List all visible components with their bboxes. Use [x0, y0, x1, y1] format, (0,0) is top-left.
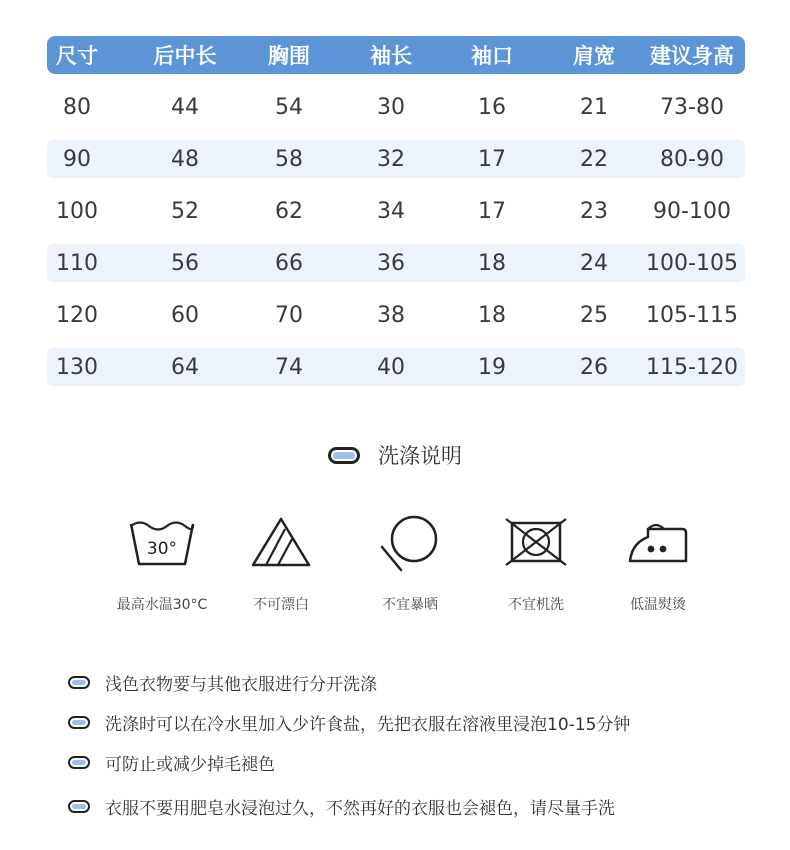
table-cell: 17 [478, 198, 506, 224]
no-sun-dry-icon [378, 511, 442, 573]
table-cell: 22 [580, 146, 608, 172]
header-shoulder: 肩宽 [573, 44, 615, 68]
wash-title-text: 洗涤说明 [378, 444, 462, 468]
header-chest: 胸围 [268, 44, 310, 68]
table-row [47, 192, 745, 230]
header-sleeve-length: 袖长 [370, 44, 412, 68]
table-cell: 62 [275, 198, 303, 224]
table-cell: 17 [478, 146, 506, 172]
header-cuff: 袖口 [471, 44, 513, 68]
table-cell: 21 [580, 94, 608, 120]
table-cell: 80-90 [660, 146, 724, 172]
pill-icon [68, 676, 90, 689]
no-bleach-icon [250, 515, 312, 569]
table-row [47, 296, 745, 334]
table-cell: 105-115 [646, 302, 738, 328]
pill-icon [68, 716, 90, 729]
care-item-no-bleach [216, 510, 346, 614]
table-row [47, 88, 745, 126]
list-item [68, 662, 768, 702]
header-back-length: 后中长 [153, 44, 217, 68]
table-cell: 26 [580, 354, 608, 380]
table-cell: 60 [171, 302, 199, 328]
table-cell: 18 [478, 302, 506, 328]
care-item-low-iron [593, 510, 723, 614]
table-cell: 64 [171, 354, 199, 380]
care-label: 低温熨烫 [630, 597, 686, 613]
table-cell: 25 [580, 302, 608, 328]
care-label: 不可漂白 [253, 597, 309, 613]
table-cell: 34 [377, 198, 405, 224]
table-cell: 30 [377, 94, 405, 120]
header-size: 尺寸 [56, 44, 98, 68]
table-cell: 32 [377, 146, 405, 172]
table-cell: 110 [56, 250, 98, 276]
care-item-no-sun-dry [345, 510, 475, 614]
table-header [47, 36, 745, 74]
table-cell: 44 [171, 94, 199, 120]
care-label: 最高水温30°C [116, 597, 208, 613]
wash-temp-badge: 30° [146, 539, 178, 559]
note-text: 浅色衣物要与其他衣服进行分开洗涤 [105, 674, 377, 695]
table-cell: 38 [377, 302, 405, 328]
table-cell: 120 [56, 302, 98, 328]
care-item-wash-30 [97, 510, 227, 614]
note-text: 洗涤时可以在冷水里加入少许食盐，先把衣服在溶液里浸泡10-15分钟 [105, 714, 631, 735]
table-cell: 70 [275, 302, 303, 328]
table-row [47, 140, 745, 178]
low-iron-icon [626, 519, 690, 565]
table-cell: 24 [580, 250, 608, 276]
care-label: 不宜暴晒 [382, 597, 438, 613]
table-cell: 56 [171, 250, 199, 276]
table-cell: 100 [56, 198, 98, 224]
list-item [68, 786, 768, 826]
table-cell: 16 [478, 94, 506, 120]
table-row [47, 348, 745, 386]
care-label: 不宜机洗 [508, 597, 564, 613]
wash-section-title [0, 440, 790, 470]
pill-icon [328, 447, 360, 464]
table-cell: 90-100 [653, 198, 731, 224]
note-text: 衣服不要用肥皂水浸泡过久，不然再好的衣服也会褪色，请尽量手洗 [105, 798, 615, 819]
note-text: 可防止或减少掉毛褪色 [105, 754, 275, 775]
table-cell: 100-105 [646, 250, 738, 276]
table-row [47, 244, 745, 282]
table-cell: 130 [56, 354, 98, 380]
table-cell: 74 [275, 354, 303, 380]
table-cell: 80 [63, 94, 91, 120]
pill-icon [68, 756, 90, 769]
care-notes [68, 662, 768, 826]
list-item [68, 702, 768, 742]
table-cell: 23 [580, 198, 608, 224]
care-item-no-machine-wash [471, 510, 601, 614]
table-cell: 52 [171, 198, 199, 224]
no-machine-wash-icon [504, 517, 568, 567]
table-cell: 73-80 [660, 94, 724, 120]
table-cell: 40 [377, 354, 405, 380]
table-cell: 90 [63, 146, 91, 172]
table-cell: 48 [171, 146, 199, 172]
table-cell: 66 [275, 250, 303, 276]
pill-icon [68, 800, 90, 813]
table-cell: 58 [275, 146, 303, 172]
header-height: 建议身高 [650, 44, 734, 68]
size-table [47, 36, 745, 386]
table-cell: 36 [377, 250, 405, 276]
table-cell: 54 [275, 94, 303, 120]
table-cell: 19 [478, 354, 506, 380]
wash-30-icon [128, 516, 196, 568]
table-cell: 18 [478, 250, 506, 276]
table-cell: 115-120 [646, 354, 738, 380]
list-item [68, 742, 768, 782]
